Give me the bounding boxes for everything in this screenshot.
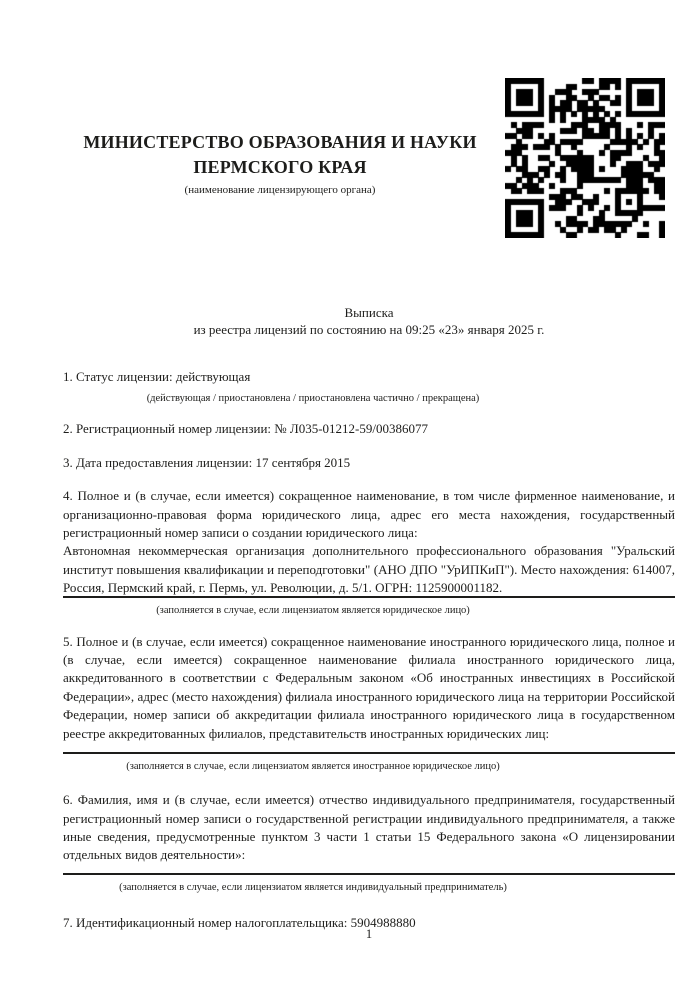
field-taxpayer-number: 7. Идентификационный номер налогоплательщика: 5904988880 xyxy=(63,914,416,930)
page-number: 1 xyxy=(365,927,373,941)
ministry-title-line2: ПЕРМСКОГО КРАЯ xyxy=(193,157,367,177)
legal-entity-question: 4. Полное и (в случае, если имеется) сокращенное наименование, в том числе фирменное наименование, и организационно-правовая форма юридического лица, адрес его места нахождения, государственный регистрационный номер записи о создании юридического лица: xyxy=(63,488,675,541)
legal-entity-caption: (заполняется в случае, если лицензиатом является юридическое лицо) xyxy=(156,604,470,616)
individual-entrepreneur-caption-box xyxy=(63,877,563,895)
document-body xyxy=(63,0,675,932)
license-status-options-caption: (действующая / приостановлена / приостановлена частично / прекращена) xyxy=(146,393,480,405)
document-subtitle: из реестра лицензий по состоянию на 09:25 «23» января 2025 г. xyxy=(193,322,545,337)
legal-entity-answer: Автономная некоммерческая организация дополнительного профессионального образования "Уральский институт повышения квалификации и переподготовки" (АНО ДПО "УрИПКиП"). Место нахождения: 614007, Россия, Пермский край, г. Пермь, ул. Революции, д. 5/1. ОГРН: 1125900001182. xyxy=(63,543,675,596)
field-license-status: 1. Статус лицензии: действующая xyxy=(63,369,251,384)
foreign-entity-fill-line xyxy=(63,752,675,754)
foreign-entity-question: 5. Полное и (в случае, если имеется) сокращенное наименование иностранного юридического лица, полное и (в случае, если имеется) сокращенное наименование филиала иностранного юридического лица, аккредитованного в соответствии с Федеральным законом «Об иностранных инвестициях в Российской Федерации», адрес (место нахождения) филиала иностранного юридического лица на территории Российской Федерации, номер записи об аккредитации филиала иностранного юридического лица в государственном реестре аккредитованных филиалов, представительств иностранных юридических лиц: xyxy=(63,633,675,741)
individual-entrepreneur-question: 6. Фамилия, имя и (в случае, если имеется) отчество индивидуального предпринимателя, государственный регистрационный номер записи о государственной регистрации индивидуального предпринимателя, а также иные сведения, предусмотренные пунктом 3 части 1 статьи 15 Федерального закона «О лицензировании отдельных видов деятельности»: xyxy=(63,792,675,863)
individual-entrepreneur-caption: (заполняется в случае, если лицензиатом является индивидуальный предприниматель) xyxy=(119,881,507,893)
document-title-block xyxy=(63,304,675,338)
legal-entity-caption-box xyxy=(63,600,563,618)
document-title: Выписка xyxy=(344,305,394,320)
field-grant-date: 3. Дата предоставления лицензии: 17 сентября 2015 xyxy=(63,454,351,470)
license-status-options-caption-box xyxy=(63,388,563,406)
foreign-entity-caption-box xyxy=(63,756,563,774)
foreign-entity-caption: (заполняется в случае, если лицензиатом является иностранное юридическое лицо) xyxy=(126,761,500,773)
field-registration-number: 2. Регистрационный номер лицензии: № Л035-01212-59/00386077 xyxy=(63,421,429,437)
ministry-caption: (наименование лицензирующего органа) xyxy=(184,184,376,196)
ministry-title-line1: МИНИСТЕРСТВО ОБРАЗОВАНИЯ И НАУКИ xyxy=(83,132,477,152)
individual-entrepreneur-fill-line xyxy=(63,873,675,875)
